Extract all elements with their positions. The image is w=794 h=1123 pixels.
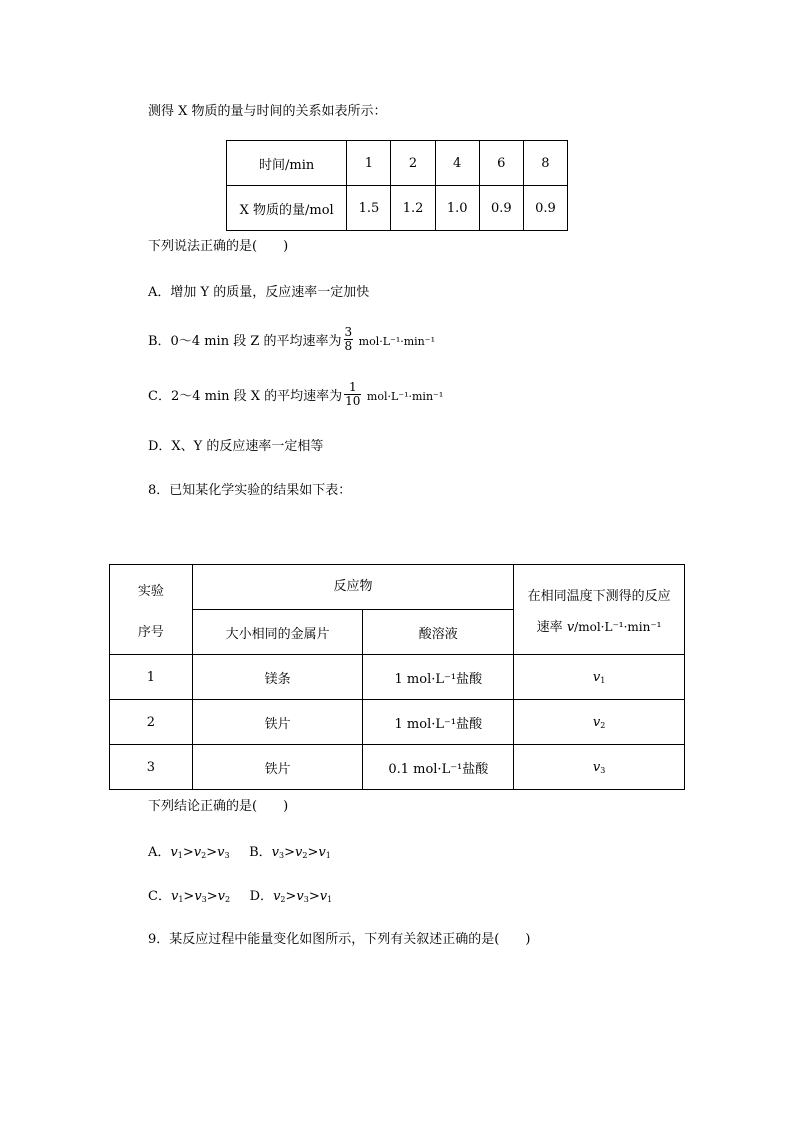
q7-option-b-fraction [344, 326, 354, 353]
rate-symbol: v [592, 714, 601, 730]
table1-header-cell: 6 [479, 141, 523, 186]
fraction-numerator: 3 [344, 325, 353, 339]
q7-option-a: A．增加 Y 的质量，反应速率一定加快 [148, 285, 370, 300]
rate-symbol: v [592, 669, 601, 685]
rate-header-line1: 在相同温度下测得的反应 [527, 588, 671, 604]
table1-header-cell: 4 [435, 141, 479, 186]
exp-header-cell [110, 565, 193, 655]
option-c-label: C． [148, 889, 171, 904]
rate-subscript: 1 [600, 675, 606, 685]
rate-cell [514, 700, 685, 745]
rate-symbol: v [566, 619, 575, 635]
rate-subscript: 2 [600, 720, 606, 730]
rate-subscript: 3 [600, 765, 606, 775]
q7-option-c [148, 379, 443, 415]
q7-stem: 下列说法正确的是( ) [148, 239, 289, 254]
q8-question: 下列结论正确的是( ) [148, 799, 289, 814]
table1-row-label: X 物质的量/mol [227, 186, 347, 231]
exp-no-cell: 3 [110, 745, 193, 790]
table1-cell: 1.5 [347, 186, 391, 231]
option-a-label: A． [148, 845, 171, 860]
x-amount-table [226, 140, 568, 231]
option-d-label: D． [249, 889, 274, 904]
acid-cell: 1 mol·L⁻¹盐酸 [363, 700, 514, 745]
q8-options-cd: C．$v_1>v_3>v_2$ D．$v_2>v_3>v_1$ [148, 889, 333, 904]
option-b-label: B． [249, 845, 272, 860]
table1-cell: 1.2 [391, 186, 435, 231]
rate-cell [514, 655, 685, 700]
q7-option-b-text: B．0～4 min 段 Z 的平均速率为 [148, 334, 342, 349]
table1-cell: 0.9 [523, 186, 567, 231]
exp-header-line1: 实验 [137, 583, 164, 599]
q7-option-b [148, 324, 435, 360]
acid-header: 酸溶液 [363, 610, 514, 655]
q7-option-d: D．X、Y 的反应速率一定相等 [148, 439, 324, 454]
exp-no-cell: 1 [110, 655, 193, 700]
experiment-table [109, 564, 685, 790]
metal-cell: 铁片 [192, 745, 363, 790]
table1-header-cell: 8 [523, 141, 567, 186]
fraction-numerator: 1 [344, 381, 361, 395]
rate-header-text: 速率 [536, 619, 567, 635]
fraction-denominator: 8 [344, 339, 353, 353]
table1-cell: 1.0 [435, 186, 479, 231]
q7-option-c-text: C．2～4 min 段 X 的平均速率为 [148, 389, 343, 404]
q8-stem: 8．已知某化学实验的结果如下表： [148, 483, 352, 498]
rate-unit: /mol·L⁻¹·min⁻¹ [574, 619, 662, 634]
q7-option-b-unit: mol·L⁻¹·min⁻¹ [355, 335, 435, 348]
q7-option-c-fraction [344, 381, 361, 408]
rate-header-cell [514, 565, 685, 655]
exp-no-cell: 2 [110, 700, 193, 745]
acid-cell: 0.1 mol·L⁻¹盐酸 [363, 745, 514, 790]
metal-cell: 铁片 [192, 700, 363, 745]
metal-cell: 镁条 [192, 655, 363, 700]
q8-options-ab: A．$v_1>v_2>v_3$ B．$v_3>v_2>v_1$ [148, 845, 331, 860]
table1-header-cell: 1 [347, 141, 391, 186]
table1-header-cell: 2 [391, 141, 435, 186]
exp-header-line2: 序号 [137, 624, 164, 640]
rate-header-line2 [514, 616, 684, 635]
table1-header-time: 时间/min [227, 141, 347, 186]
rate-symbol: v [592, 759, 601, 775]
metal-header: 大小相同的金属片 [192, 610, 363, 655]
rate-cell [514, 745, 685, 790]
table1-cell: 0.9 [479, 186, 523, 231]
fraction-denominator: 10 [345, 394, 361, 408]
reactant-header: 反应物 [192, 565, 513, 610]
q9-stem: 9．某反应过程中能量变化如图所示，下列有关叙述正确的是( ) [148, 932, 531, 947]
q7-option-c-unit: mol·L⁻¹·min⁻¹ [363, 390, 444, 403]
acid-cell: 1 mol·L⁻¹盐酸 [363, 655, 514, 700]
intro-text: 测得 X 物质的量与时间的关系如表所示： [148, 104, 387, 119]
